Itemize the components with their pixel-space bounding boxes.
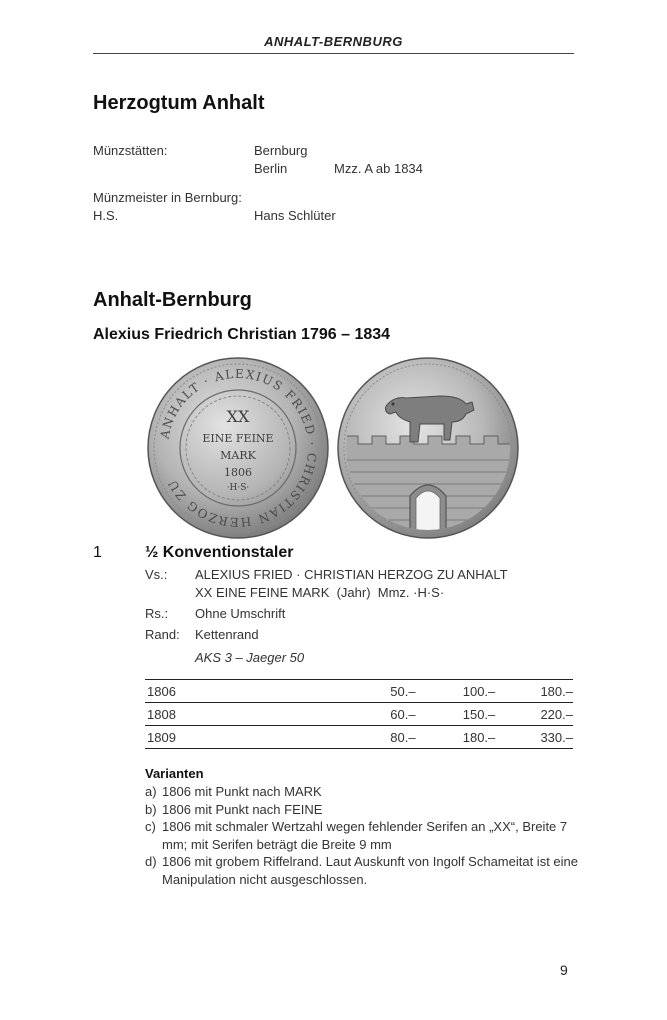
price-cell: 60.– <box>336 703 416 726</box>
obverse-line: MARK <box>220 449 256 462</box>
coin-obverse-image <box>146 356 330 540</box>
list-item <box>145 801 585 819</box>
catalog-reference: AKS 3 – Jaeger 50 <box>195 650 305 665</box>
price-cell: 100.– <box>416 680 496 703</box>
obverse-legend: ANHALT · ALEXIUS FRIED · CHRISTIAN HERZOG ZU <box>157 366 320 530</box>
variant-text: 1806 mit Punkt nach FEINE <box>162 801 323 817</box>
mints-label: Münzstätten: <box>93 143 168 158</box>
mint-note: Mzz. A ab 1834 <box>334 161 423 176</box>
catalog-number: 1 <box>93 544 102 561</box>
obverse-line: 1806 <box>224 466 252 479</box>
list-item <box>145 818 585 853</box>
obverse-line: EINE FEINE <box>202 432 274 445</box>
obverse-line: ·H·S· <box>226 483 250 493</box>
table-row <box>145 703 573 726</box>
coin-reverse-image <box>336 356 520 540</box>
page-number: 9 <box>560 962 568 978</box>
price-cell: 150.– <box>416 703 496 726</box>
obverse-line: XX <box>226 407 250 426</box>
field-label-vs: Vs.: <box>145 567 168 582</box>
field-rand-value: Kettenrand <box>195 627 259 642</box>
price-cell: 220.– <box>495 703 573 726</box>
list-item <box>145 783 585 801</box>
master-mark: H.S. <box>93 208 119 223</box>
table-row <box>145 680 573 703</box>
variants-list <box>145 783 585 888</box>
variant-letter: c) <box>145 819 156 834</box>
list-item <box>145 853 585 888</box>
section-title-anhalt-bernburg: Anhalt-Bernburg <box>93 289 252 311</box>
price-cell: 180.– <box>416 726 496 749</box>
variant-text: 1806 mit grobem Riffelrand. Laut Auskunft von Ingolf Schameitat ist eine Manipulation nicht ausgeschlossen. <box>162 854 578 887</box>
variants-title: Varianten <box>145 766 204 781</box>
master-name: Hans Schlüter <box>254 208 336 223</box>
price-cell: 180.– <box>495 680 573 703</box>
mint-place: Berlin <box>254 161 288 176</box>
running-head: ANHALT-BERNBURG <box>264 34 403 49</box>
header-rule <box>93 53 574 54</box>
variant-letter: a) <box>145 784 157 799</box>
field-label-rand: Rand: <box>145 627 180 642</box>
field-label-rs: Rs.: <box>145 606 169 621</box>
field-vs-line1: ALEXIUS FRIED · CHRISTIAN HERZOG ZU ANHALT <box>195 567 508 582</box>
price-cell: 330.– <box>495 726 573 749</box>
price-cell: 80.– <box>336 726 416 749</box>
section-title-herzogtum: Herzogtum Anhalt <box>93 92 265 114</box>
ruler-heading: Alexius Friedrich Christian 1796 – 1834 <box>93 326 391 343</box>
year-cell: 1809 <box>145 726 336 749</box>
price-cell: 50.– <box>336 680 416 703</box>
year-cell: 1806 <box>145 680 336 703</box>
table-row <box>145 726 573 749</box>
catalog-title: ½ Konventionstaler <box>145 544 294 561</box>
field-rs-value: Ohne Umschrift <box>195 606 286 621</box>
variant-letter: d) <box>145 854 157 869</box>
variant-letter: b) <box>145 801 157 817</box>
field-vs-line2: XX EINE FEINE MARK (Jahr) Mmz. ·H·S· <box>195 585 445 600</box>
variant-text: 1806 mit schmaler Wertzahl wegen fehlender Serifen an „XX“, Breite 7 mm; mit Serifen beträgt die Breite 9 mm <box>162 819 568 852</box>
masters-label: Münzmeister in Bernburg: <box>93 190 242 205</box>
year-cell: 1808 <box>145 703 336 726</box>
mint-place: Bernburg <box>254 143 308 158</box>
variant-text: 1806 mit Punkt nach MARK <box>162 784 322 799</box>
price-table <box>145 679 573 749</box>
